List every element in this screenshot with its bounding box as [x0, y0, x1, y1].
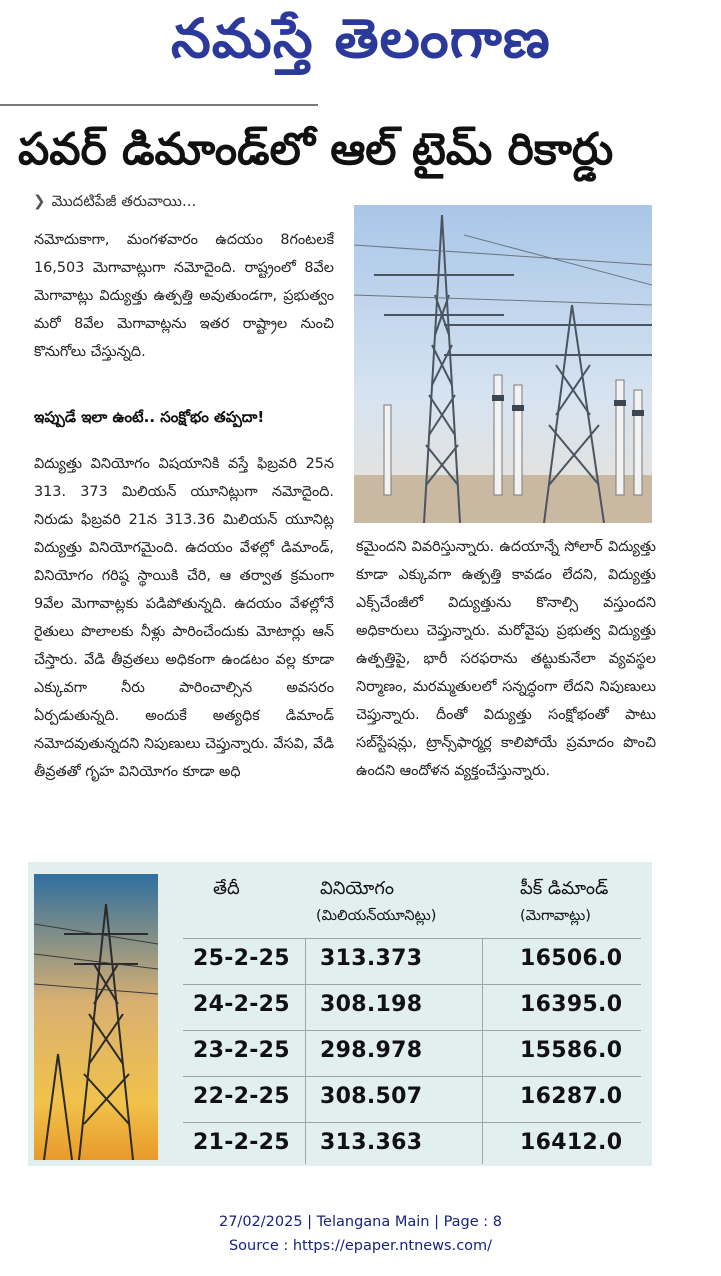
pylon-sunset-photo	[34, 874, 158, 1160]
table-cell-date: 21-2-25	[193, 1130, 290, 1155]
table-cell-peak: 15586.0	[520, 1038, 623, 1063]
table-row-divider	[183, 1076, 641, 1077]
table-cell-consumption: 308.507	[320, 1084, 423, 1109]
table-cell-date: 24-2-25	[193, 992, 290, 1017]
paragraph-2: విద్యుత్తు వినియోగం విషయానికి వస్తే ఫిబ్రవరి 25న 313. 373 మిలియన్ యూనిట్లుగా నమోదైంది. నిరుడు ఫిబ్రవరి 21న 313.36 మిలియన్ యూనిట్ల విద్యుత్తు వినియోగమైంది. ఉదయం వేళల్లో డిమాండ్, వినియోగం గరిష్ఠ స్థాయికి చేరి, ఆ తర్వాత క్రమంగా 9వేల మెగావాట్లకు పడిపోతున్నది. ఉదయం వేళల్లోనే రైతులు పొలాలకు నీళ్లు పారించేందుకు మోటార్లు ఆన్ చేస్తారు. వేడి తీవ్రతలు అధికంగా ఉండటం వల్ల కూడా ఎక్కువగా నీరు పారించాల్సిన అవసరం ఏర్పడుతున్నది. అందుకే అత్యధిక డిమాండ్ నమోదవుతున్నదని నిపుణులు చెప్తున్నారు. వేసవి, వేడి తీవ్రతతో గృహ వినియోగం కూడా అధి	[34, 456, 334, 780]
transmission-tower-photo	[354, 205, 652, 523]
table-header-consumption-unit: (మిలియన్‌యూనిట్లు)	[316, 908, 437, 924]
footer-source-line: Source : https://epaper.ntnews.com/	[228, 1238, 493, 1254]
table-row-divider	[183, 1030, 641, 1031]
continuation-text: మొదటిపేజీ తరువాయి...	[51, 192, 197, 210]
table-cell-peak: 16395.0	[520, 992, 623, 1017]
table-cell-consumption: 313.363	[320, 1130, 423, 1155]
table-cell-date: 23-2-25	[193, 1038, 290, 1063]
table-row-divider	[183, 984, 641, 985]
table-header-peak-unit: (మెగావాట్లు)	[520, 908, 591, 924]
table-cell-peak: 16412.0	[520, 1130, 623, 1155]
table-cell-date: 25-2-25	[193, 946, 290, 971]
table-cell-date: 22-2-25	[193, 1084, 290, 1109]
paragraph-3: కమైందని వివరిస్తున్నారు. ఉదయాన్నే సోలార్ విద్యుత్తు కూడా ఎక్కువగా ఉత్పత్తి కావడం లేదని, విద్యుత్తు ఎక్స్‌చేంజీలో విద్యుత్తును కొనాల్సి వస్తుందని అధికారులు చెప్తున్నారు. మరోవైపు ప్రభుత్వ విద్యుత్తు ఉత్పత్తిపై, భారీ సరఫరాను తట్టుకునేలా వ్యవస్థల నిర్మాణం, మరమ్మతులలో సన్నద్ధంగా లేదని నిపుణులు చెప్తున్నారు. దీంతో విద్యుత్తు సంక్షోభంతో పాటు సబ్‌స్టేషన్లు, ట్రాన్స్‌ఫార్మర్ల కాలిపోయే ప్రమాదం పొంచి ఉందని ఆందోళన వ్యక్తంచేస్తున్నారు.	[356, 539, 656, 779]
header-rule	[0, 104, 318, 106]
table-header-peak-demand: పీక్ డిమాండ్	[520, 878, 609, 899]
table-cell-peak: 16287.0	[520, 1084, 623, 1109]
table-column-divider	[305, 938, 306, 1164]
table-header-consumption: వినియోగం	[320, 878, 394, 899]
masthead-title: నమస్తే తెలంగాణ	[170, 6, 551, 70]
pylon-illustration	[34, 874, 158, 1160]
table-column-divider	[482, 938, 483, 1164]
continuation-note	[33, 192, 196, 214]
table-row-divider	[183, 938, 641, 939]
paragraph-1: నమోదుకాగా, మంగళవారం ఉదయం 8గంటలకే 16,503 మెగావాట్లుగా నమోదైంది. రాష్ట్రంలో 8వేల మెగావాట్లు విద్యుత్తు ఉత్పత్తి అవుతుండగా, ప్రభుత్వం మరో 8వేల మెగావాట్లను ఇతర రాష్ట్రాల నుంచి కొనుగోలు చేస్తున్నది.	[34, 232, 334, 360]
subheading: ఇప్పుడే ఇలా ఉంటే.. సంక్షోభం తప్పదా!	[34, 408, 265, 426]
chevron-right-icon: ❯	[33, 192, 46, 210]
footer-edition-line: 27/02/2025 | Telangana Main | Page : 8	[218, 1214, 503, 1230]
table-header-date: తేదీ	[213, 878, 240, 899]
table-cell-peak: 16506.0	[520, 946, 623, 971]
article-headline: పవర్ డిమాండ్‌లో ఆల్ టైమ్ రికార్డు	[18, 124, 614, 175]
table-cell-consumption: 313.373	[320, 946, 423, 971]
substation-illustration	[354, 205, 652, 523]
table-cell-consumption: 308.198	[320, 992, 423, 1017]
table-cell-consumption: 298.978	[320, 1038, 423, 1063]
table-row-divider	[183, 1122, 641, 1123]
masthead	[0, 0, 721, 80]
